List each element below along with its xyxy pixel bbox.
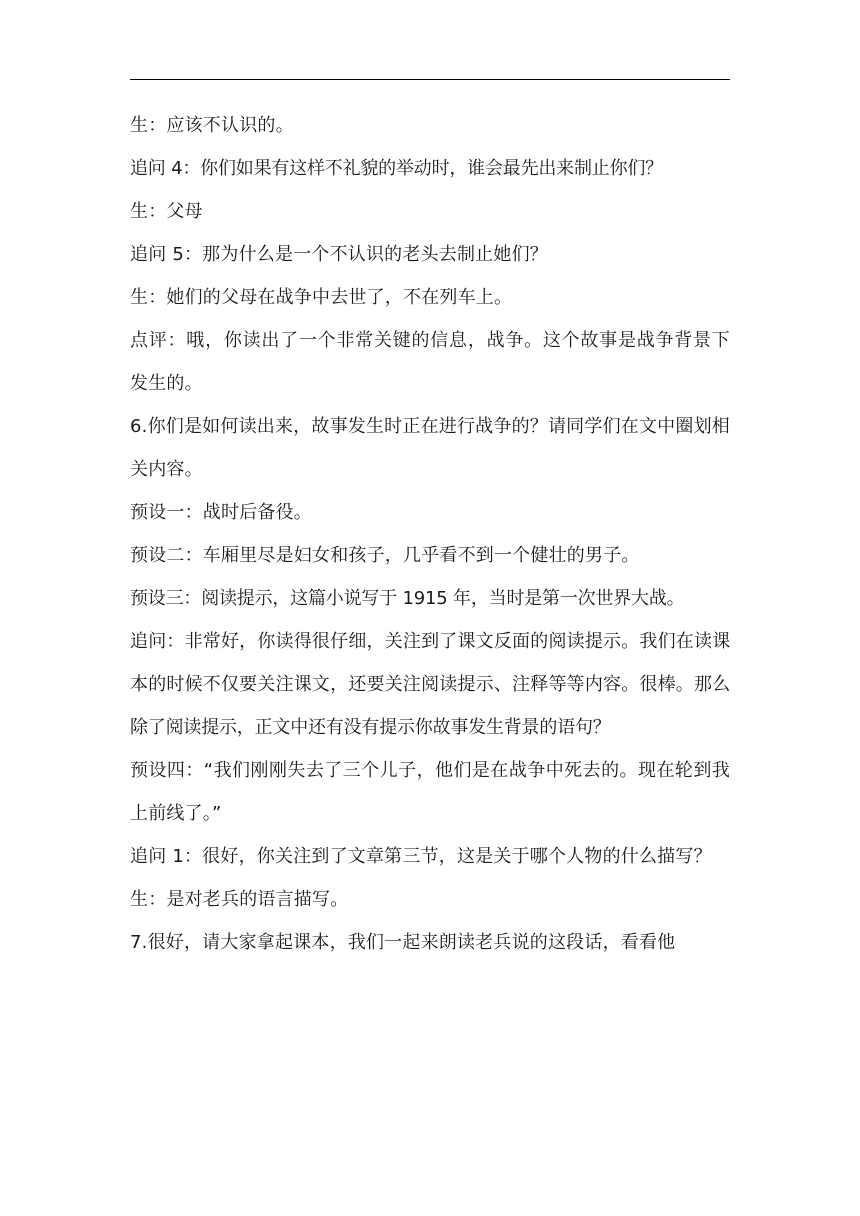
header-rule	[130, 79, 730, 80]
paragraph-7: 6.你们是如何读出来，故事发生时正在进行战争的？请同学们在文中圈划相关内容。	[130, 416, 730, 480]
paragraph-3: 生：父母	[130, 201, 203, 222]
paragraph-9: 预设二：车厢里尽是妇女和孩子，几乎看不到一个健壮的男子。	[130, 545, 640, 566]
paragraph-6: 点评：哦，你读出了一个非常关键的信息，战争。这个故事是战争背景下发生的。	[130, 330, 730, 394]
paragraph-13: 追问 1：很好，你关注到了文章第三节，这是关于哪个人物的什么描写？	[130, 846, 712, 867]
paragraph-2: 追问 4：你们如果有这样不礼貌的举动时，谁会最先出来制止你们？	[130, 158, 663, 179]
paragraph-8: 预设一：战时后备役。	[130, 502, 312, 523]
paragraph-10: 预设三：阅读提示，这篇小说写于 1915 年，当时是第一次世界大战。	[130, 588, 685, 609]
paragraph-11: 追问：非常好，你读得很仔细，关注到了课文反面的阅读提示。我们在读课本的时候不仅要关注课文，还要关注阅读提示、注释等等内容。很棒。那么除了阅读提示，正文中还有没有提示你故事发生背景的语句？	[130, 631, 730, 738]
document-body	[130, 104, 730, 964]
paragraph-12: 预设四：“我们刚刚失去了三个儿子，他们是在战争中死去的。现在轮到我上前线了。”	[130, 760, 730, 824]
paragraph-14: 生：是对老兵的语言描写。	[130, 889, 349, 910]
paragraph-5: 生：她们的父母在战争中去世了，不在列车上。	[130, 287, 513, 308]
paragraph-4: 追问 5：那为什么是一个不认识的老头去制止她们？	[130, 244, 548, 265]
paragraph-15: 7.很好，请大家拿起课本，我们一起来朗读老兵说的这段话，看看他	[130, 932, 676, 953]
paragraph-1: 生：应该不认识的。	[130, 115, 294, 136]
